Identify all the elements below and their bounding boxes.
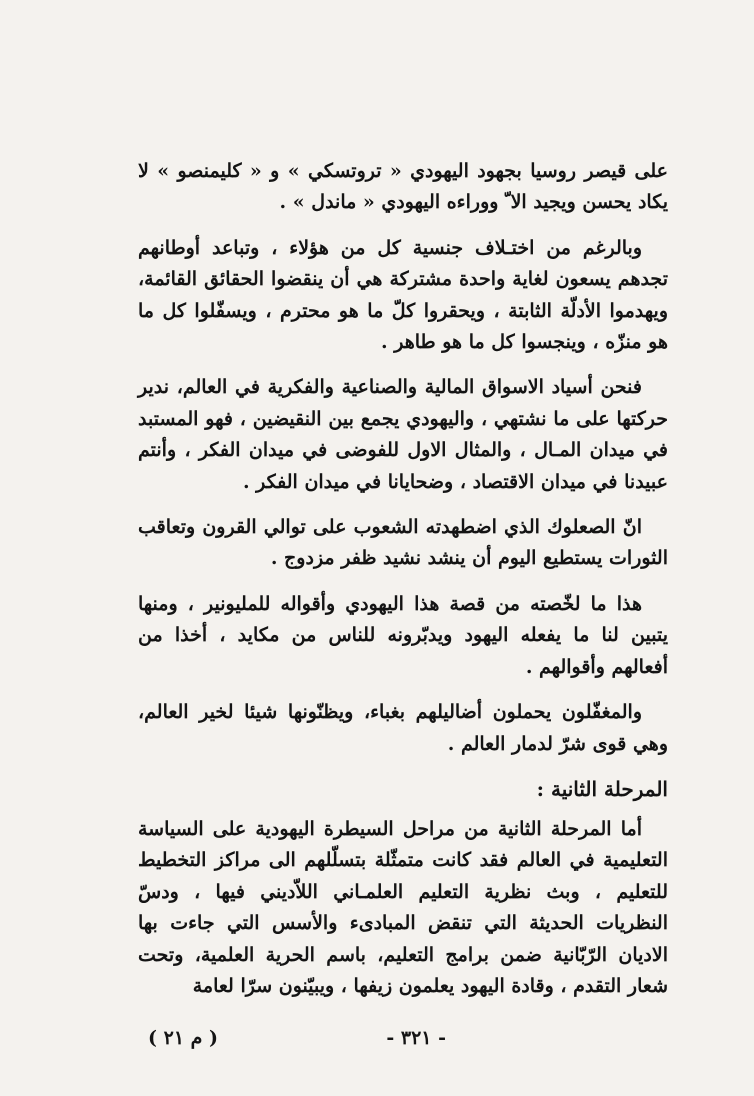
body-text xyxy=(138,156,668,1002)
paragraph-6: والمغفّلون يحملون أضاليلهم بغباء، ويظنّونها شيئا لخير العالم، وهي قوى شرّ لدمار العالم . xyxy=(138,701,668,755)
paragraph-4: انّ الصعلوك الذي اضطهدته الشعوب على توالي القرون وتعاقب الثورات يستطيع اليوم أن ينشد نشيد ظفر مزدوج . xyxy=(138,516,668,570)
signature-mark: ( م ٢١ ) xyxy=(148,1027,219,1049)
paragraph-3: فنحن أسياد الاسواق المالية والصناعية والفكرية في العالم، ندير حركتها على ما نشتهي ، واليهودي يجمع بين النقيضين ، فهو المستبد في ميدان المـال ، والمثال الاول للفوضى في ميدان الفكر ، وأنتم عبيدنا في ميدان الاقتصاد ، وضحايانا في ميدان الفكر . xyxy=(138,376,668,493)
section-heading: المرحلة الثانية : xyxy=(536,776,668,801)
paragraph-2: وبالرغم من اختـلاف جنسية كل من هؤلاء ، وتباعد أوطانهم تجدهم يسعون لغاية واحدة مشتركة هي أن ينقضوا الحقائق القائمة، ويهدموا الأدلّة الثابتة ، ويحقروا كلّ ما هو محترم ، ويسفّلوا كل ما هو منزّه ، وينجسوا كل ما هو طاهر . xyxy=(138,236,668,354)
page-number: - ٣٢١ - xyxy=(386,1027,446,1049)
section-paragraph: أما المرحلة الثانية من مراحل السيطرة اليهودية على السياسة التعليمية في العالم فقد كانت متمثّلة بتسلّلهم الى مراكز التخطيط للتعليم ، وبث نظرية التعليم العلمـاني اللاّديني فيها ، ودسّ النظريات الحديثة التي تنقض المبادىء والأسس التي جاءت بها الاديان الرّبّانية ضمن برامج التعليم، باسم الحرية العلمية، وتحت شعار التقدم ، وقادة اليهود يعلمون زيفها ، ويبيّنون سرّا لعامة xyxy=(138,817,668,997)
page-footer xyxy=(138,1022,668,1054)
paragraph-5: هذا ما لخّصته من قصة هذا اليهودي وأقواله للمليونير ، ومنها يتبين لنا ما يفعله اليهود ويدبّرونه للناس من مكايد ، أخذا من أفعالهم وأقوالهم . xyxy=(138,592,668,678)
paragraph-1: على قيصر روسيا بجهود اليهودي « تروتسكي » و « كليمنصو » لا يكاد يحسن ويجيد الا ّ ووراءه اليهودي « ماندل » . xyxy=(138,160,668,214)
